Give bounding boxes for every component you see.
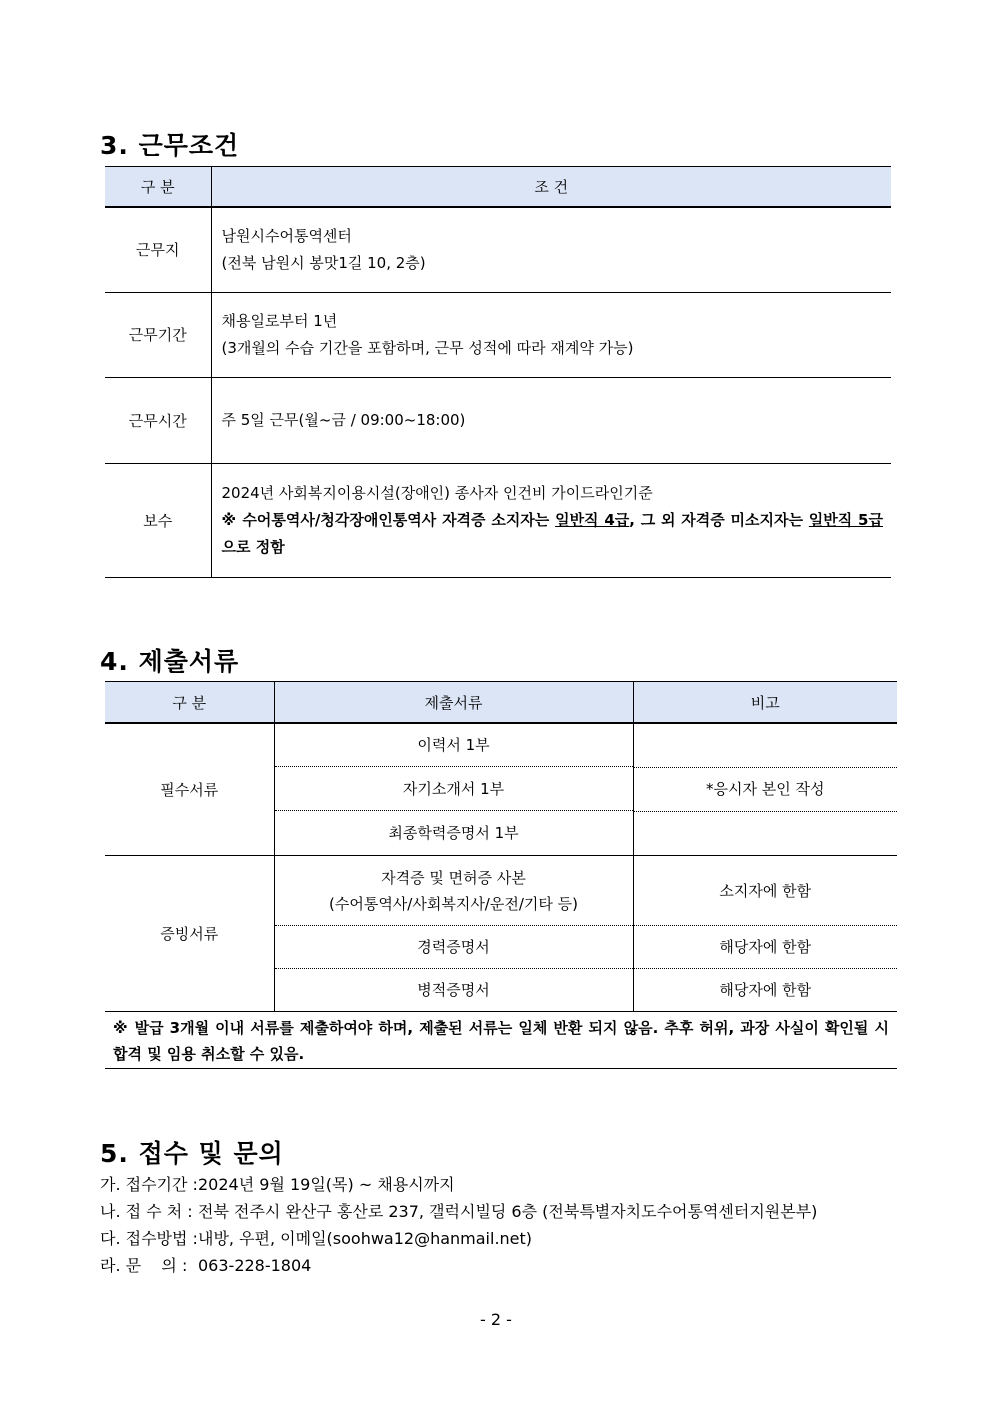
table-row — [105, 1012, 897, 1069]
table-row — [105, 377, 891, 463]
note-applicable-1: 해당자에 한함 — [633, 926, 897, 969]
group-label-required: 필수서류 — [105, 723, 274, 856]
row-content-salary — [211, 463, 891, 577]
salary-note-c: 으로 정함 — [221, 537, 285, 556]
table-row — [105, 856, 897, 926]
page-number: - 2 - — [480, 1310, 512, 1329]
doc-military: 병적증명서 — [274, 969, 633, 1012]
doc-license-line1: 자격증 및 면허증 사본 — [381, 868, 526, 887]
list-item — [100, 1198, 920, 1225]
item-value-contact: 063-228-1804 — [198, 1256, 312, 1275]
row-label-hours: 근무시간 — [105, 377, 211, 463]
doc-career: 경력증명서 — [274, 926, 633, 969]
header-documents: 제출서류 — [274, 682, 633, 724]
table-header-row — [105, 682, 897, 724]
inquiry-list — [100, 1171, 920, 1279]
list-item — [100, 1171, 920, 1198]
section-title-documents: 4. 제출서류 — [100, 647, 240, 676]
item-value-place: 전북 전주시 완산구 홍산로 237, 갤럭시빌딩 6층 (전북특별자치도수어통역센터지원본부) — [198, 1202, 818, 1221]
work-conditions-table — [105, 166, 891, 578]
group-label-evidence: 증빙서류 — [105, 856, 274, 1012]
documents-table — [105, 681, 897, 1069]
section-title-work-conditions: 3. 근무조건 — [100, 131, 240, 160]
doc-license — [274, 856, 633, 926]
table-header-row — [105, 167, 891, 208]
note-applicable-2: 해당자에 한함 — [633, 969, 897, 1012]
item-label-period: 가. 접수기간 : — [100, 1175, 198, 1194]
header-category: 구 분 — [105, 167, 211, 208]
workplace-name: 남원시수어통역센터 — [221, 226, 352, 245]
row-content-hours — [211, 377, 891, 463]
header-condition: 조 건 — [211, 167, 891, 208]
salary-note-b: , 그 외 자격증 미소지자는 — [629, 510, 809, 529]
item-value-period: 2024년 9월 19일(목) ~ 채용시까지 — [198, 1175, 455, 1194]
salary-note-a: ※ 수어통역사/청각장애인통역사 자격증 소지자는 — [221, 510, 556, 529]
header-remarks: 비고 — [633, 682, 897, 724]
item-label-contact: 라. 문 의 : — [100, 1256, 188, 1275]
doc-education: 최종학력증명서 1부 — [274, 811, 633, 856]
list-item — [100, 1252, 920, 1279]
required-note-cell — [633, 723, 897, 856]
row-label-workplace: 근무지 — [105, 207, 211, 292]
note-holder: 소지자에 한함 — [633, 856, 897, 926]
row-content-period — [211, 292, 891, 377]
table-row — [105, 207, 891, 292]
table-row — [105, 292, 891, 377]
period-main: 채용일로부터 1년 — [221, 311, 338, 330]
doc-self-intro: 자기소개서 1부 — [274, 767, 633, 811]
row-label-period: 근무기간 — [105, 292, 211, 377]
row-label-salary: 보수 — [105, 463, 211, 577]
doc-resume: 이력서 1부 — [274, 723, 633, 767]
salary-note — [222, 507, 884, 561]
list-item — [100, 1225, 920, 1252]
table-row — [105, 463, 891, 577]
salary-grade-4: 일반직 4급 — [555, 510, 630, 529]
note-self-written: *응시자 본인 작성 — [634, 768, 898, 812]
documents-notice: ※ 발급 3개월 이내 서류를 제출하여야 하며, 제출된 서류는 일체 반환 되지 않음. 추후 허위, 과장 사실이 확인될 시 합격 및 임용 취소할 수 있음. — [105, 1012, 897, 1069]
item-value-method: 내방, 우편, 이메일(soohwa12@hanmail.net) — [198, 1229, 533, 1248]
hours-text: 주 5일 근무(월~금 / 09:00~18:00) — [221, 410, 466, 429]
item-label-place: 나. 접 수 처 : — [100, 1202, 193, 1221]
row-content-workplace — [211, 207, 891, 292]
salary-grade-5: 일반직 5급 — [808, 510, 883, 529]
workplace-address: (전북 남원시 봉맛1길 10, 2층) — [221, 253, 426, 272]
section-title-inquiry: 5. 접수 및 문의 — [100, 1139, 284, 1168]
header-category: 구 분 — [105, 682, 274, 724]
item-label-method: 다. 접수방법 : — [100, 1229, 198, 1248]
salary-guideline: 2024년 사회복지이용시설(장애인) 종사자 인건비 가이드라인기준 — [221, 483, 653, 502]
table-row — [105, 723, 897, 767]
period-detail: (3개월의 수습 기간을 포함하며, 근무 성적에 따라 재계약 가능) — [221, 338, 634, 357]
doc-license-line2: (수어통역사/사회복지사/운전/기타 등) — [329, 894, 578, 913]
